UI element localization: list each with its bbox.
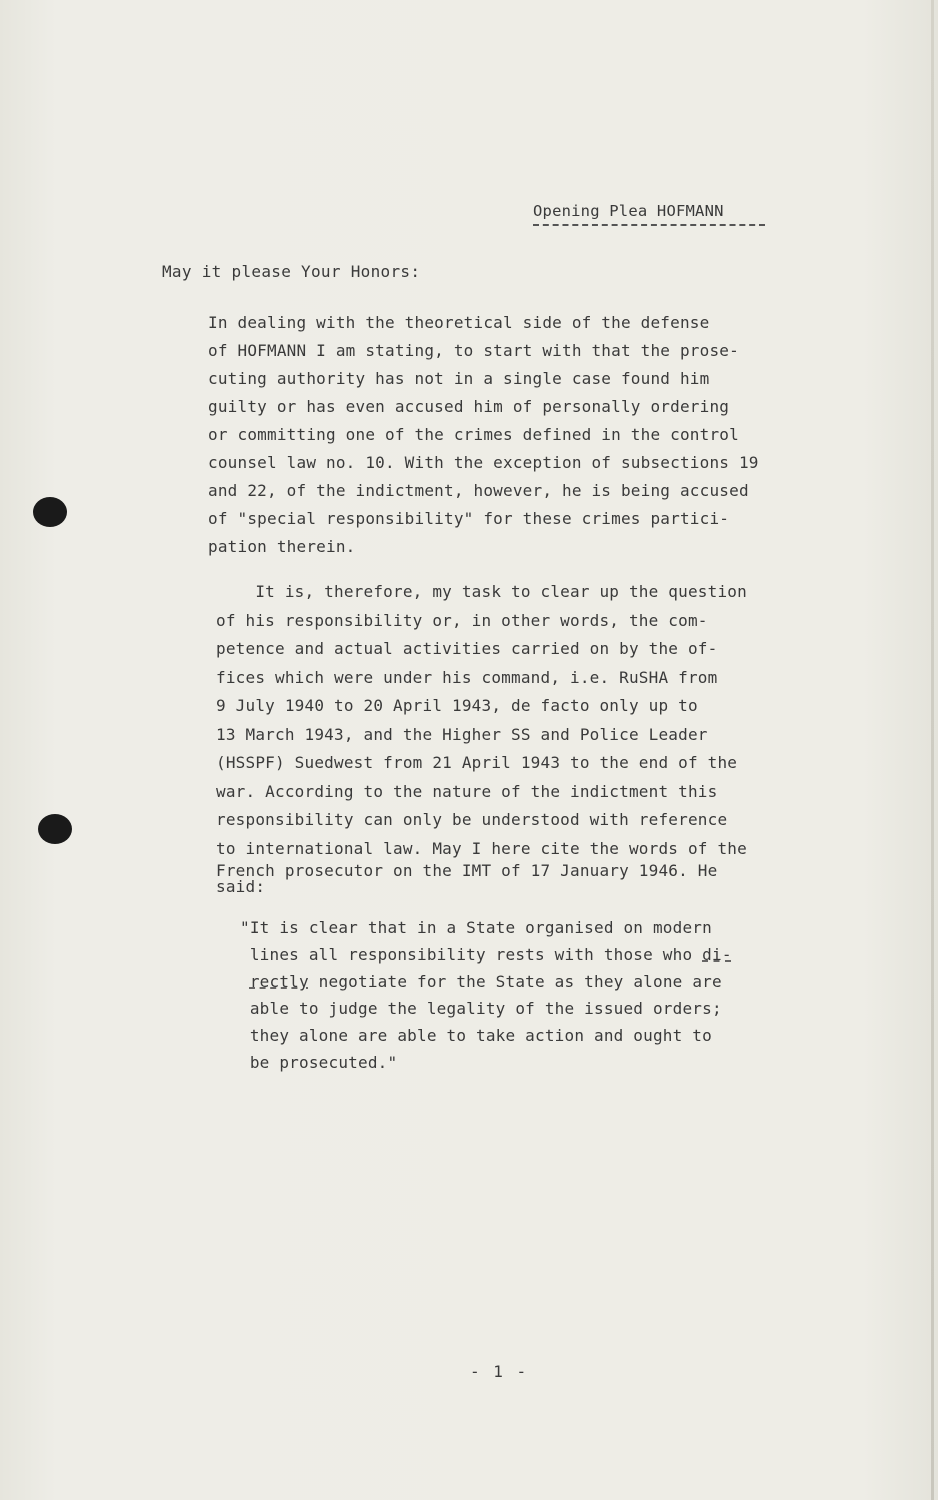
- page-number: - 1 -: [470, 1362, 529, 1381]
- salutation: May it please Your Honors:: [162, 262, 421, 281]
- text-line: In dealing with the theoretical side of the defense: [208, 313, 710, 332]
- text-line: said:: [216, 877, 266, 896]
- text-line: guilty or has even accused him of personally ordering: [208, 397, 730, 416]
- quote-line: they alone are able to take action and ought to: [240, 1026, 712, 1045]
- punch-hole: [33, 497, 67, 527]
- text-line: of his responsibility or, in other words, the com-: [216, 610, 708, 630]
- text-line: (HSSPF) Suedwest from 21 April 1943 to the end of the: [216, 753, 738, 772]
- text-line: fices which were under his command, i.e. RuSHA from: [216, 667, 718, 687]
- heading-underline: [533, 224, 765, 226]
- block-quote: [240, 914, 732, 1076]
- text-line: and 22, of the indictment, however, he is being accused: [208, 481, 749, 500]
- quote-line: "It is clear that in a State organised on modern: [240, 918, 712, 937]
- quote-underlined-text: rectly: [249, 972, 309, 991]
- quote-text: negotiate for the State as they alone are: [308, 972, 722, 991]
- text-line: responsibility can only be understood with reference: [216, 810, 728, 829]
- text-line: petence and actual activities carried on by the of-: [216, 639, 718, 658]
- text-line: cuting authority has not in a single case found him: [208, 369, 710, 388]
- quote-line: [240, 941, 732, 968]
- quote-line: able to judge the legality of the issued orders;: [240, 999, 722, 1018]
- text-line: of "special responsibility" for these crimes partici-: [208, 509, 730, 528]
- text-line: 13 March 1943, and the Higher SS and Police Leader: [216, 724, 708, 744]
- page-edge: [931, 0, 934, 1500]
- quote-text: lines all responsibility rests with those who: [240, 945, 703, 964]
- quote-line: [240, 968, 732, 995]
- punch-hole: [38, 814, 72, 844]
- text-line: counsel law no. 10. With the exception of subsections 19: [208, 453, 759, 472]
- text-line: to international law. May I here cite the words of the: [216, 838, 747, 858]
- quote-underlined-text: di-: [702, 945, 732, 964]
- text-line: or committing one of the crimes defined in the control: [208, 425, 739, 444]
- paragraph-1: [208, 309, 759, 561]
- text-line: war. According to the nature of the indictment this: [216, 781, 718, 801]
- document-heading: Opening Plea HOFMANN: [533, 202, 724, 220]
- paragraph-2: [216, 578, 747, 895]
- text-line: 9 July 1940 to 20 April 1943, de facto only up to: [216, 696, 698, 715]
- text-line: It is, therefore, my task to clear up the question: [216, 582, 747, 601]
- text-line: of HOFMANN I am stating, to start with that the prose-: [208, 341, 739, 360]
- quote-line: be prosecuted.": [240, 1053, 398, 1072]
- text-line: pation therein.: [208, 537, 356, 556]
- text-line: French prosecutor on the IMT of 17 January 1946. He: [216, 861, 718, 880]
